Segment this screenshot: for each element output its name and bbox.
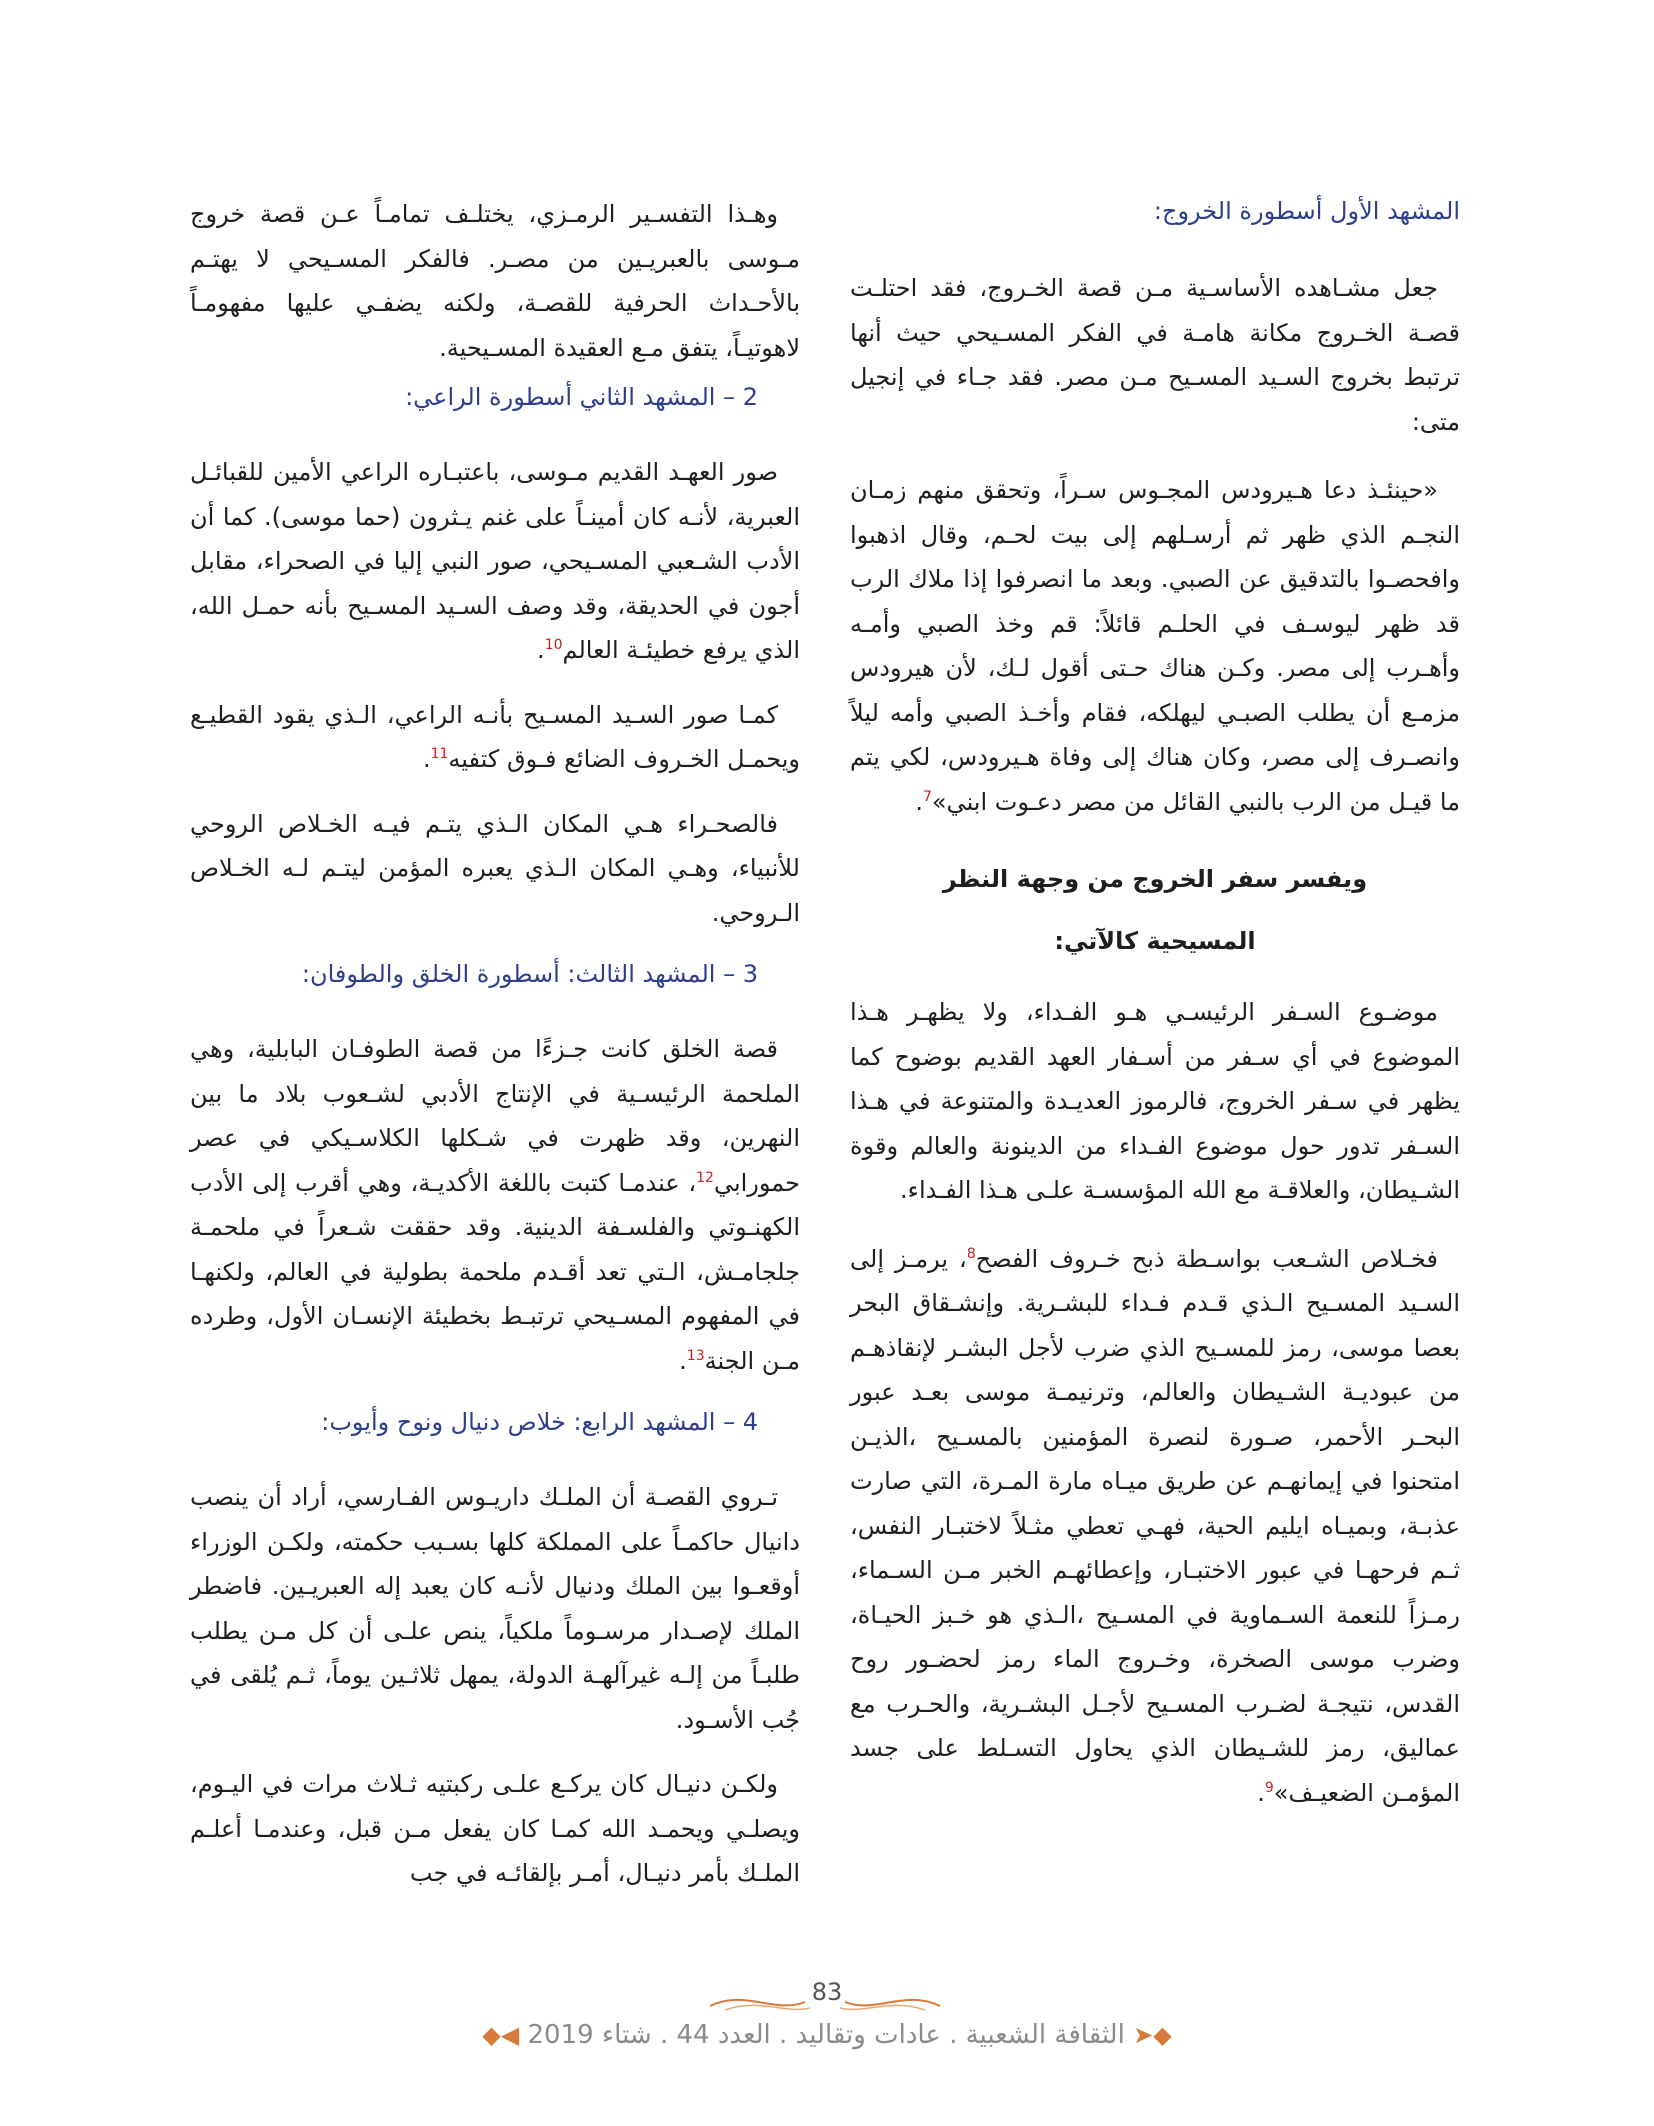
section-heading-3: 3 – المشهد الثالث: أسطورة الخلق والطوفان:: [301, 960, 758, 988]
paragraph: ولكـن دنيـال كان يركـع علـى ركبتيه ثـلاث مرات في اليـوم، ويصلـي ويحمـد الله كمـا كان يفعل مـن قبل، وعندمـا أعلـم الملـك بأمر دنيـال، أمـر بإلقائـه في جب: [190, 1770, 800, 1887]
right-column: [850, 192, 1460, 1835]
punctuation: .: [915, 787, 923, 816]
punctuation: .: [537, 636, 545, 664]
quote-text: «حينئـذ دعا هـيرودس المجـوس سـراً، وتحقق منهم زمـان النجـم الذي ظهر ثم أرسـلهم إلى بيت لحـم، وقال اذهبوا وافحصـوا بالتدقيق عن الصبي. وبعد ما انصرفوا إذا ملاك الرب قد ظهر ليوسـف في الحلـم قائلاً: قم وخذ الصبي وأمـه وأهـرب إلى مصر. وكـن هناك حـتى أقول لـك، لأن هيرودس مزمـع أن يطلب الصبـي ليهلكه، فقام وأخـذ الصبي وأمه ليلاً وانصـرف إلى مصر، وكان هناك إلى وفاة هـيرودس، لكي يتم ما قيـل من الرب بالنبي القائل من مصر دعـوت ابني»: [850, 476, 1460, 816]
subheading-line-2: المسيحية كالآتي:: [1054, 927, 1256, 955]
paragraph: موضـوع السـفر الرئيسـي هـو الفـداء، ولا يظهـر هـذا الموضوع في أي سـفر من أسـفار العهد القديم بوضوح كما يظهر في سـفر الخروج، فالرموز العديـدة والمتنوعة في هـذا السـفر تدور حول موضوع الفـداء من الدينونة والعالم وقوة الشـيطان، والعلاقـة مع الله المؤسسـة علـى هـذا الفـداء.: [850, 998, 1460, 1204]
paragraph-text: ، عندمـا كتبت باللغة الأكديـة، وهي أقرب إلى الأدب الكهنـوتي والفلسـفة الدينية. وقد حققت شـعراً في ملحمـة جلجامـش، الـتي تعد أقـدم ملحمة بطولية في العالم، ولكنهـا في المفهوم المسـيحي ترتبـط بخطيئة الإنسـان الأول، وطرده مـن الجنة: [190, 1168, 800, 1375]
paragraph-text: صور العهـد القديم مـوسى، باعتبـاره الراعي الأمين للقبائـل العبرية، لأنـه كان أمينـاً على غنم يـثرون (حما موسى). كما أن الأدب الشـعبي المسـيحي، صور النبي إليا في الصحراء، مقابل أجون في الحديقة، وقد وصف السـيد المسـيح بأنه حمـل الله، الذي يرفع خطيئـة العالم: [190, 458, 800, 664]
page-footer: [0, 1978, 1654, 2078]
section-heading-4: 4 – المشهد الرابع: خلاص دنيال ونوح وأيوب:: [321, 1408, 758, 1436]
paragraph: تـروي القصـة أن الملـك داريـوس الفـارسي، أراد أن ينصب دانيال حاكمـاً على المملكة كلها بسـبب حكمته، ولكـن الوزراء أوقعـوا بين الملك ودنيال لأنـه كان يعبد إله العبريـين. فاضطر الملك لإصـدار مرسـوماً ملكياً، ينص علـى أن كل مـن يطلب طلبـاً من إلـه غيرآلهـة الدولة، يمهل ثلاثـين يوماً، ثـم يُلقى في جُب الأسـود.: [190, 1483, 800, 1734]
paragraph-text: ، يرمـز إلى السـيد المسـيح الـذي قـدم فـداء للبشـرية. وإنشـقاق البحر بعصا موسى، رمز للمسـيح الذي ضرب لأجل البشـر لإنقاذهـم من عبوديـة الشـيطان والعالم، وترنيمـة موسى بعـد عبور البحـر الأحمر، صـورة لنصرة المؤمنين بالمسـيح ،الذيـن امتحنوا في إيمانهـم عن طريق ميـاه مارة المـرة، التي صارت عذبـة، وبميـاه ايليم الحية، فهـي تعطي مثـلاً لاختبـار النفس، ثـم فرحهـا في عبور الاختبـار، وإعطائهـم الخبر مـن السـماء، رمـزاً للنعمة السـماوية في المسـيح ،الـذي هو خـبز الحيـاة، وضرب موسى الصخرة، وخـروج الماء رمز لحضـور روح القدس، نتيجـة لضـرب المسـيح لأجـل البشـرية، والحـرب مع عماليق، رمز للشـيطان الذي يحاول التسـلط على جسد المؤمـن الضعيـف»: [850, 1244, 1460, 1807]
footnote-ref[interactable]: 8: [966, 1245, 976, 1262]
footer-publication: الثقافة الشعبية . عادات وتقاليد . العدد 44 . شتاء 2019: [527, 2020, 1125, 2050]
paragraph: جعل مشـاهده الأساسـية مـن قصة الخـروج، فقد احتلـت قصـة الخـروج مكانة هامـة في الفكر المسـيحي حيث أنها ترتبط بخروج السـيد المسـيح مـن مصر. فقد جـاء في إنجيل متى:: [850, 274, 1460, 436]
arrow-left-icon: ◀◆: [482, 2021, 520, 2049]
footnote-ref[interactable]: 11: [430, 746, 449, 762]
punctuation: .: [1257, 1778, 1265, 1807]
arrow-right-icon: ◆➤: [1133, 2021, 1172, 2049]
section-heading-2: 2 – المشهد الثاني أسطورة الراعي:: [405, 383, 758, 411]
punctuation: .: [422, 745, 431, 773]
paragraph-text: قصة الخلق كانت جـزءًا من قصة الطوفـان البابلية، وهي الملحمة الرئيسـية في الإنتاج الأدبي لشـعوب بلاد ما بين النهرين، وقد ظهرت في شـكلها الكلاسـيكي في عصر حمورابي: [190, 1035, 800, 1197]
page-number: 83: [811, 1978, 843, 2006]
quote-paragraph: [850, 468, 1460, 824]
subheading-line-1: ويفسر سفر الخروج من وجهة النظر: [942, 865, 1368, 893]
subheading: [850, 848, 1460, 972]
paragraph: [850, 1237, 1460, 1816]
paragraph-text: فخـلاص الشـعب بواسـطة ذبح خـروف الفصح: [975, 1244, 1438, 1273]
paragraph: فالصحـراء هـي المكان الـذي يتـم فيـه الخـلاص الروحي للأنبياء، وهـي المكان الـذي يعبره المؤمن ليتـم لـه الخـلاص الـروحي.: [190, 809, 800, 927]
paragraph: وهـذا التفسـير الرمـزي، يختلـف تمامـاً عـن قصة خروج مـوسى بالعبريـين من مصـر. فالفكر المسـيحي لا يهتـم بالأحـداث الحرفية للقصـة، ولكنه يضفـي عليها مفهومـاً لاهوتيـاً، يتفق مـع العقيدة المسـيحية.: [190, 200, 800, 362]
left-column: [190, 192, 800, 1916]
paragraph: [190, 450, 800, 673]
footnote-ref[interactable]: 7: [922, 788, 932, 805]
footnote-ref[interactable]: 9: [1264, 1779, 1274, 1796]
section-heading-1: المشهد الأول أسطورة الخروج:: [1153, 197, 1460, 225]
punctuation: .: [679, 1346, 687, 1375]
paragraph-text: كمـا صور السـيد المسـيح بأنـه الراعي، الـذي يقود القطيـع ويحمـل الخـروف الضائع فـوق كتفيه: [190, 700, 800, 773]
footer-line: [0, 2020, 1654, 2050]
footnote-ref[interactable]: 13: [686, 1347, 705, 1364]
paragraph: [190, 693, 800, 782]
footnote-ref[interactable]: 10: [544, 637, 563, 653]
paragraph: [190, 1027, 800, 1383]
footnote-ref[interactable]: 12: [696, 1169, 714, 1186]
